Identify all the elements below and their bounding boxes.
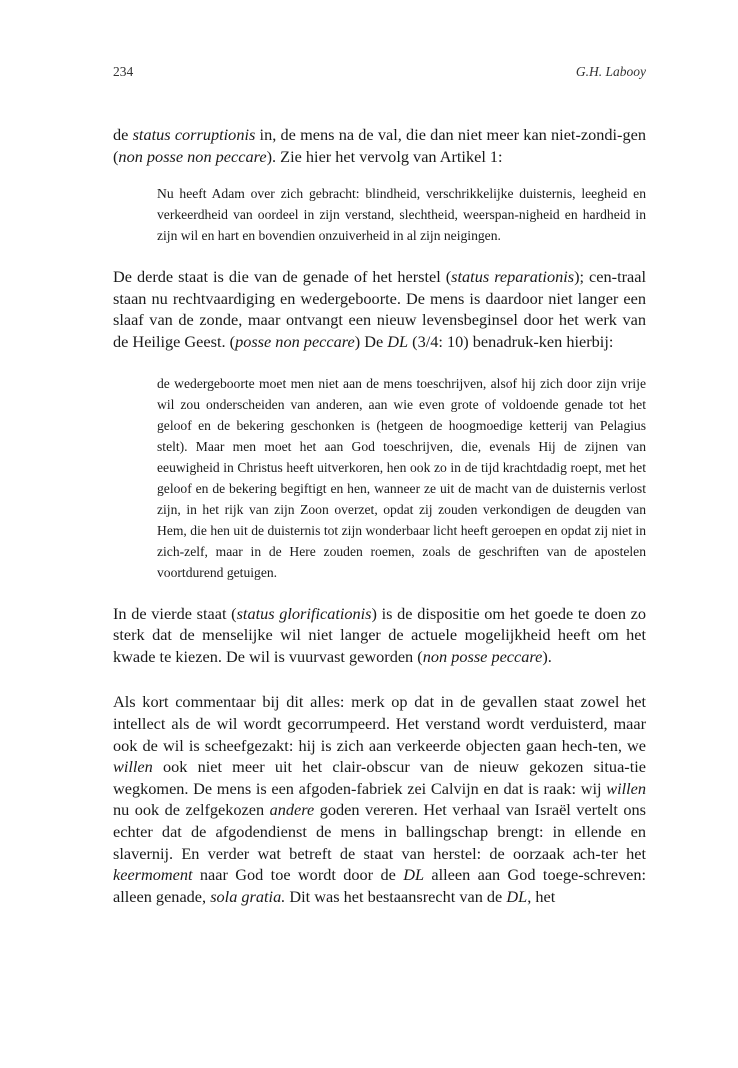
text-run: ). Zie hier het vervolg van Artikel 1: <box>266 146 503 166</box>
body-text <box>113 124 646 907</box>
italic-term: posse non peccare <box>235 331 355 351</box>
italic-term: sola gratia. <box>210 886 286 906</box>
running-author: G.H. Labooy <box>575 64 646 79</box>
text-run: goden vereren. Het verhaal van Israël vertelt ons echter dat de afgodendienst de mens in ballingschap brengt: in ellende en slavernij. En verder wat betreft de staat van herstel: de oorzaak ach-ter het <box>113 800 646 863</box>
italic-term: DL <box>506 886 528 906</box>
text-run: Als kort commentaar bij dit alles: merk op dat in de gevallen staat zowel het intellect als de wil wordt gecorrumpeerd. Het verstand wordt verduisterd, maar ook de wil is scheefgezakt: hij is zich aan verkeerde objecten gaan hech-ten, we <box>113 692 646 755</box>
paragraph-2 <box>113 266 646 352</box>
text-run: naar God toe wordt door de <box>192 865 404 885</box>
text-run: ). <box>542 646 552 666</box>
italic-term: status corruptionis <box>132 125 256 144</box>
text-run: nu ook de zelfgekozen <box>113 800 270 820</box>
italic-term: status glorificationis <box>236 603 372 623</box>
text-run: ) De <box>354 331 388 351</box>
page-number: 234 <box>113 64 134 79</box>
italic-term: andere <box>269 800 315 820</box>
block-quote-1: Nu heeft Adam over zich gebracht: blindheid, verschrikkelijke duisternis, leegheid en verkeerdheid van oordeel in zijn verstand, slechtheid, weerspan-nigheid en hardheid in zijn wil en hart en bovendien onzuiverheid in al zijn neigingen. <box>157 186 646 244</box>
text-run: ook niet meer uit het clair-obscur van de nieuw gekozen situa-tie wegkomen. De mens is een afgoden-fabriek zei Calvijn en dat is raak: wij <box>113 757 646 798</box>
running-header <box>113 64 646 80</box>
italic-term: non posse peccare <box>422 646 543 666</box>
paragraph-3 <box>113 603 646 668</box>
text-run: ) is de dispositie om het goede te doen zo sterk dat de menselijke wil niet langer de actuele mogelijkheid heeft om het kwade te kiezen. De wil is vuurvast geworden ( <box>113 603 647 666</box>
text-run: alleen aan God toege-schreven: alleen genade, <box>113 865 646 906</box>
text-run: ); cen-traal staan nu rechtvaardiging en wedergeboorte. De mens is daardoor niet langer een slaaf van de zonde, maar ontvangt een nieuw levensbeginsel door het werk van de Heilige Geest. ( <box>113 267 646 351</box>
block-quote-2: de wedergeboorte moet men niet aan de mens toeschrijven, alsof hij zich door zijn vrije wil zou onderscheiden van anderen, aan wie even grote of voldoende genade tot het geloof en de bekering geschonken is (hetgeen de hoogmoedige ketterij van Pelagius stelt). Maar men moet het aan God toeschrijven, die, evenals Hij de zijnen van eeuwigheid in Christus heeft uitverkoren, hen ook zo in de tijd krachtdadig roept, met het geloof en de bekering begiftigt en hen, wanneer ze uit de macht van de duisternis verlost zijn, in het rijk van zijn Zoon overzet, opdat zij zouden verkondigen de deugden van Hem, die hen uit de duisternis tot zijn wonderbaar licht heeft geroepen en opdat zij niet in zich-zelf, maar in de Here zouden roemen, zoals de geschriften van de apostelen voortdurend getuigen. <box>157 375 646 580</box>
italic-term: willen <box>113 757 153 777</box>
text-run: De derde staat is die van de genade of het herstel ( <box>113 267 452 287</box>
text-run: (3/4: 10) benadruk-ken hierbij: <box>408 331 614 351</box>
italic-term: willen <box>606 778 646 798</box>
text-run: In de vierde staat ( <box>113 603 237 623</box>
italic-term: keermoment <box>113 865 193 885</box>
italic-term: status reparationis <box>451 267 575 287</box>
text-run: Dit was het bestaansrecht van de <box>285 886 507 906</box>
italic-term: DL <box>387 331 409 351</box>
text-run: , het <box>527 886 556 906</box>
italic-term: DL <box>403 865 425 885</box>
text-run: de <box>113 125 133 144</box>
text-run: in, de mens na de val, die dan niet meer kan niet-zondi-gen ( <box>113 125 646 166</box>
paragraph-1 <box>113 124 646 167</box>
italic-term: non posse non peccare <box>118 146 267 166</box>
paragraph-4 <box>113 691 646 907</box>
